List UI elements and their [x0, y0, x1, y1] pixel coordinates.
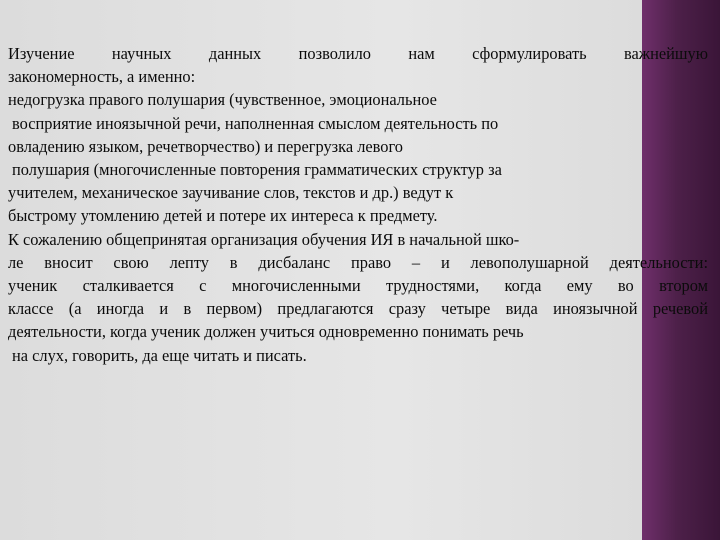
text-line-4: восприятие иноязычной речи, наполненная смыслом деятельность по: [12, 113, 499, 133]
text-line-13: деятельности, когда ученик должен учиться одновременно понимать речь: [8, 322, 524, 342]
text-line-6: полушария (многочисленные повторения грамматических структур за: [12, 160, 502, 180]
text-line-11: ученик сталкивается с многочисленными трудностями, когда ему во втором: [8, 276, 708, 296]
text-line-7: учителем, механическое заучивание слов, текстов и др.) ведут к: [8, 183, 454, 203]
text-line-14: на слух, говорить, да еще читать и писать.: [12, 345, 307, 365]
text-line-8: быстрому утомлению детей и потере их интереса к предмету.: [8, 206, 438, 226]
slide-body-text: [8, 42, 708, 367]
text-line-2: закономерность, а именно:: [8, 67, 196, 87]
text-line-3: недогрузка правого полушария (чувственное, эмоциональное: [8, 90, 437, 110]
text-line-1: Изучение научных данных позволило нам сформулировать важнейшую: [8, 44, 708, 63]
text-line-5: овладению языком, речетворчество) и перегрузка левого: [8, 136, 404, 156]
text-line-9: К сожалению общепринятая организация обучения ИЯ в начальной шко-: [8, 229, 520, 249]
text-line-12: классе (а иногда и в первом) предлагаются сразу четыре вида иноязычной речевой: [8, 299, 708, 319]
text-line-10: ле вносит свою лепту в дисбаланс право – и левополушарной деятельности:: [8, 252, 708, 272]
